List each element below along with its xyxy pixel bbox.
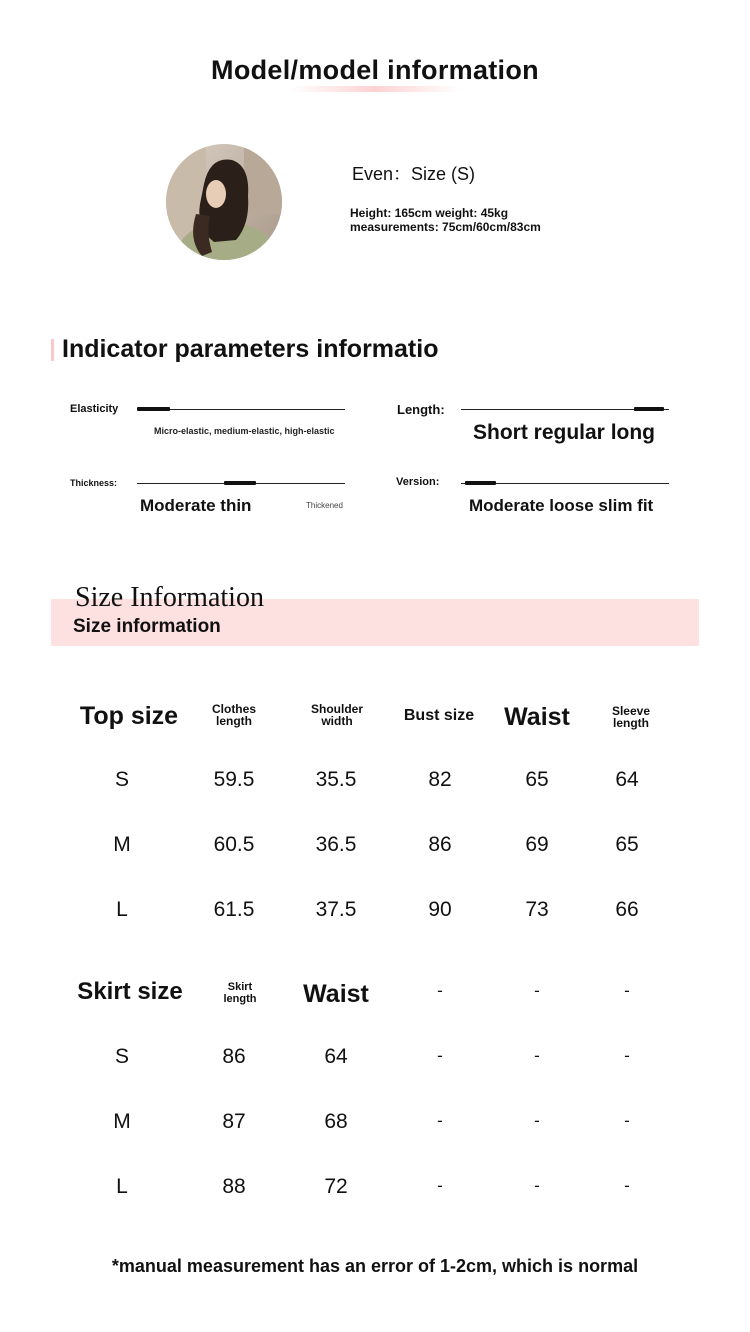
table-cell: 69 bbox=[525, 833, 549, 856]
model-height-weight: Height: 165cm weight: 45kg bbox=[350, 206, 509, 220]
table-cell: L bbox=[116, 898, 128, 921]
model-avatar bbox=[166, 144, 282, 260]
section-accent-bar bbox=[51, 339, 54, 361]
table-cell: - bbox=[624, 1111, 630, 1130]
table-cell: 68 bbox=[324, 1110, 348, 1133]
version-options: Moderate loose slim fit bbox=[469, 496, 654, 515]
length-options: Short regular long bbox=[473, 421, 656, 444]
table-cell: L bbox=[116, 1175, 128, 1198]
table-cell: 35.5 bbox=[315, 768, 357, 791]
top-table-header: Clothes length bbox=[211, 702, 256, 728]
top-table-header: Waist bbox=[504, 703, 570, 731]
top-table-header: Shoulder width bbox=[310, 702, 363, 728]
table-cell: 64 bbox=[324, 1045, 348, 1068]
table-cell: 61.5 bbox=[213, 898, 255, 921]
table-cell: 64 bbox=[615, 768, 639, 791]
table-cell: 65 bbox=[615, 833, 639, 856]
table-cell: 86 bbox=[222, 1045, 246, 1068]
skirt-table-header: - bbox=[534, 981, 540, 1000]
elasticity-indicator bbox=[137, 407, 170, 411]
thickness-options: Moderate thin bbox=[140, 496, 252, 515]
table-cell: 66 bbox=[615, 898, 639, 921]
table-cell: - bbox=[437, 1111, 443, 1130]
table-cell: 87 bbox=[222, 1110, 246, 1133]
table-cell: - bbox=[534, 1046, 540, 1065]
table-cell: - bbox=[534, 1111, 540, 1130]
table-cell: - bbox=[437, 1176, 443, 1195]
length-indicator bbox=[634, 407, 664, 411]
indicator-section-title: Indicator parameters informatio bbox=[62, 335, 439, 363]
top-table-header: Bust size bbox=[403, 707, 475, 724]
skirt-table-header: Skirt size bbox=[77, 978, 183, 1005]
measurement-footnote: *manual measurement has an error of 1-2cm, which is normal bbox=[111, 1256, 639, 1276]
size-info-title-script: Size Information bbox=[75, 582, 264, 613]
thickness-indicator bbox=[224, 481, 256, 485]
version-label: Version: bbox=[396, 476, 440, 488]
top-table-header: Top size bbox=[79, 702, 179, 730]
skirt-table-header: - bbox=[437, 981, 443, 1000]
table-cell: M bbox=[113, 1110, 131, 1133]
table-cell: 72 bbox=[324, 1175, 348, 1198]
table-cell: 90 bbox=[428, 898, 452, 921]
thickness-label: Thickness: bbox=[70, 478, 118, 488]
model-photo-icon bbox=[166, 144, 282, 260]
version-indicator bbox=[465, 481, 496, 485]
table-cell: 65 bbox=[525, 768, 549, 791]
model-stats bbox=[350, 206, 541, 234]
table-cell: 60.5 bbox=[213, 833, 255, 856]
size-info-title: Size information bbox=[73, 616, 221, 637]
table-cell: 59.5 bbox=[213, 768, 255, 791]
table-cell: 86 bbox=[428, 833, 452, 856]
table-cell: - bbox=[624, 1176, 630, 1195]
table-cell: - bbox=[624, 1046, 630, 1065]
skirt-table-header: - bbox=[624, 981, 630, 1000]
table-cell: S bbox=[114, 768, 130, 791]
table-cell: 73 bbox=[525, 898, 549, 921]
table-cell: 37.5 bbox=[315, 898, 357, 921]
table-cell: M bbox=[113, 833, 131, 856]
table-cell: - bbox=[534, 1176, 540, 1195]
table-cell: 82 bbox=[428, 768, 452, 791]
elasticity-label: Elasticity bbox=[70, 403, 119, 415]
skirt-table-header: Skirt length bbox=[223, 981, 257, 1005]
table-cell: - bbox=[437, 1046, 443, 1065]
page-title: Model/model information bbox=[211, 55, 539, 85]
elasticity-options: Micro-elastic, medium-elastic, high-elastic bbox=[154, 426, 335, 436]
table-cell: S bbox=[114, 1045, 130, 1068]
model-name-size: Even：Size (S) bbox=[352, 164, 476, 184]
title-underline-decoration bbox=[290, 86, 460, 92]
skirt-table-header: Waist bbox=[303, 980, 369, 1008]
model-measurements: measurements: 75cm/60cm/83cm bbox=[350, 220, 541, 234]
top-table-header: Sleeve length bbox=[611, 704, 651, 730]
table-cell: 88 bbox=[222, 1175, 246, 1198]
length-label: Length: bbox=[397, 402, 445, 417]
thickness-extra-option: Thickened bbox=[306, 501, 343, 510]
table-cell: 36.5 bbox=[315, 833, 357, 856]
